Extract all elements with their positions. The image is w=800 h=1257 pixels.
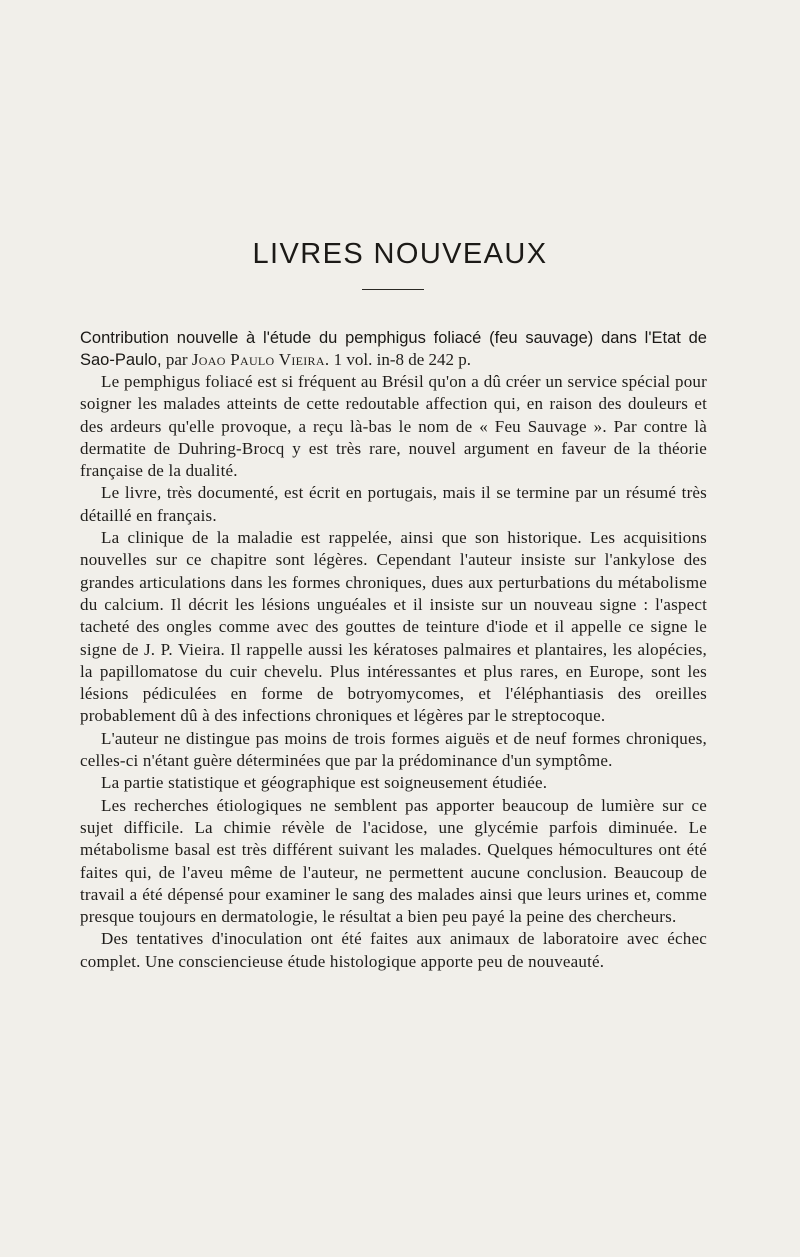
review-paragraph-3: La clinique de la maladie est rappelée, ainsi que son historique. Les acquisitions nouvelles sur ce chapitre sont légères. Cependant l'auteur insiste sur l'ankylose des grandes articulations dans les formes chroniques, dues aux perturbations du métabolisme du calcium. Il décrit les lésions unguéales et il insiste sur un nouveau signe : l'aspect tacheté des ongles comme avec des gouttes de teinture d'iode et il appelle ce signe le signe de J. P. Vieira. Il rappelle aussi les kératoses palmaires et plantaires, les alopécies, la papillomatose du cuir chevelu. Plus intéressantes et plus rares, en Europe, sont les lésions pédiculées en forme de botryomycomes, et l'éléphantiasis des oreilles probablement dû à des infections chroniques et légères par le streptocoque. (80, 528, 707, 726)
review-paragraph-5: La partie statistique et géographique est soigneusement étudiée. (101, 773, 548, 793)
review-paragraph-7: Des tentatives d'inoculation ont été faites aux animaux de laboratoire avec échec complet. Une consciencieuse étude histologique apporte peu de nouveauté. (80, 929, 707, 971)
review-paragraph-2: Le livre, très documenté, est écrit en portugais, mais il se termine par un résumé très détaillé en français. (80, 483, 707, 525)
book-review-entry (80, 327, 707, 973)
section-title: LIVRES NOUVEAUX (252, 238, 548, 270)
book-details: 1 vol. in-8 de 242 p. (333, 350, 472, 369)
review-paragraph-6: Les recherches étiologiques ne semblent pas apporter beaucoup de lumière sur ce sujet difficile. La chimie révèle de l'acidose, une glycémie parfois diminuée. Le métabolisme basal est très différent suivant les malades. Quelques hémocultures ont été faites qui, de l'aveu même de l'auteur, ne permettent aucune conclusion. Beaucoup de travail a été dépensé pour examiner le sang des malades ainsi que leurs urines et, comme presque toujours en dermatologie, le résultat a bien peu payé la peine des chercheurs. (80, 795, 707, 927)
review-paragraph-4: L'auteur ne distingue pas moins de trois formes aiguës et de neuf formes chroniques, celles-ci n'étant guère déterminées que par la prédominance d'un symptôme. (80, 728, 707, 771)
review-paragraph-1: Le pemphigus foliacé est si fréquent au Brésil qu'on a dû créer un service spécial pour soigner les malades atteints de cette redoutable affection qui, en raison des douleurs et des ardeurs qu'elle provoque, a reçu là-bas le nom de « Feu Sauvage ». Par contre là dermatite de Duhring-Brocq y est très rare, nouvel argument en faveur de la théorie française de la dualité. (80, 372, 707, 481)
by-word: par (165, 350, 188, 369)
book-author: Joao Paulo Vieira. (191, 350, 330, 369)
book-title: Contribution nouvelle à l'étude du pemphigus foliacé (feu sauvage) dans l'Etat de Sao-Paulo, (80, 329, 707, 369)
title-divider (362, 289, 424, 290)
entry-heading (80, 327, 707, 371)
